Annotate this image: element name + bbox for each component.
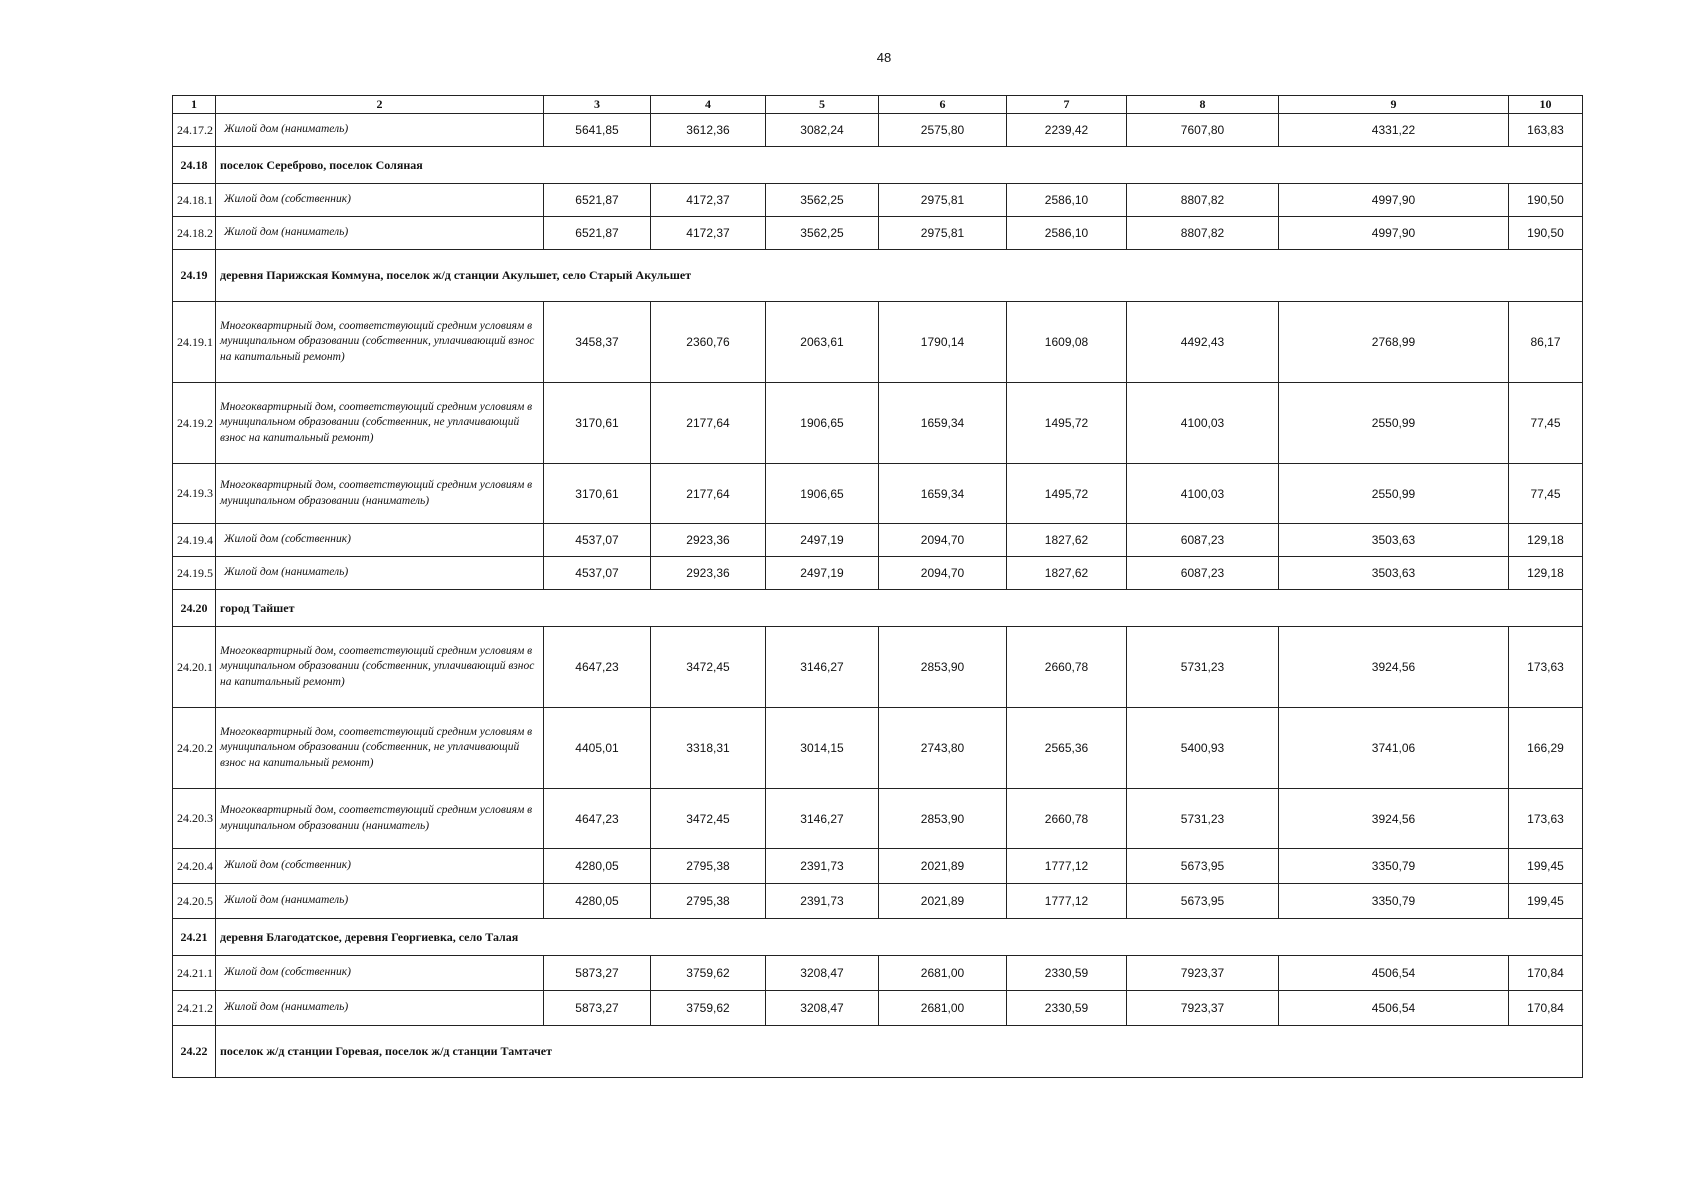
column-header: 9 <box>1279 96 1509 114</box>
value-cell: 1495,72 <box>1007 383 1127 464</box>
value-cell: 2094,70 <box>879 557 1007 590</box>
value-cell: 1659,34 <box>879 383 1007 464</box>
row-code: 24.18.2 <box>173 217 216 250</box>
row-code: 24.20.3 <box>173 789 216 849</box>
value-cell: 3759,62 <box>651 991 766 1026</box>
value-cell: 3014,15 <box>766 708 879 789</box>
value-cell: 5673,95 <box>1127 884 1279 919</box>
value-cell: 6521,87 <box>544 184 651 217</box>
value-cell: 4280,05 <box>544 884 651 919</box>
value-cell: 170,84 <box>1509 991 1583 1026</box>
value-cell: 7923,37 <box>1127 956 1279 991</box>
value-cell: 2094,70 <box>879 524 1007 557</box>
column-header: 6 <box>879 96 1007 114</box>
value-cell: 2550,99 <box>1279 464 1509 524</box>
value-cell: 4100,03 <box>1127 464 1279 524</box>
value-cell: 190,50 <box>1509 184 1583 217</box>
value-cell: 3208,47 <box>766 956 879 991</box>
row-description: Жилой дом (наниматель) <box>216 114 544 147</box>
value-cell: 1777,12 <box>1007 884 1127 919</box>
row-description: Жилой дом (собственник) <box>216 956 544 991</box>
value-cell: 4506,54 <box>1279 991 1509 1026</box>
value-cell: 7923,37 <box>1127 991 1279 1026</box>
value-cell: 5873,27 <box>544 956 651 991</box>
value-cell: 129,18 <box>1509 557 1583 590</box>
value-cell: 1906,65 <box>766 464 879 524</box>
value-cell: 166,29 <box>1509 708 1583 789</box>
value-cell: 77,45 <box>1509 383 1583 464</box>
value-cell: 4280,05 <box>544 849 651 884</box>
value-cell: 2681,00 <box>879 991 1007 1026</box>
row-description: Жилой дом (собственник) <box>216 184 544 217</box>
section-title: поселок Сереброво, поселок Соляная <box>216 147 1583 184</box>
row-code: 24.20.2 <box>173 708 216 789</box>
row-code: 24.20.4 <box>173 849 216 884</box>
section-row <box>173 1026 1583 1078</box>
value-cell: 2239,42 <box>1007 114 1127 147</box>
section-row <box>173 147 1583 184</box>
value-cell: 4405,01 <box>544 708 651 789</box>
value-cell: 2391,73 <box>766 849 879 884</box>
table-row <box>173 114 1583 147</box>
table-row <box>173 383 1583 464</box>
row-code: 24.19.3 <box>173 464 216 524</box>
value-cell: 2575,80 <box>879 114 1007 147</box>
value-cell: 6087,23 <box>1127 557 1279 590</box>
value-cell: 199,45 <box>1509 884 1583 919</box>
value-cell: 6521,87 <box>544 217 651 250</box>
table-row <box>173 991 1583 1026</box>
row-description: Многоквартирный дом, соответствующий средним условиям в муниципальном образовании (собственник, уплачивающий взнос на капитальный ремонт) <box>216 627 544 708</box>
table-row <box>173 557 1583 590</box>
value-cell: 3924,56 <box>1279 627 1509 708</box>
value-cell: 3208,47 <box>766 991 879 1026</box>
section-title: деревня Парижская Коммуна, поселок ж/д станции Акульшет, село Старый Акульшет <box>216 250 1583 302</box>
table-row <box>173 524 1583 557</box>
value-cell: 1790,14 <box>879 302 1007 383</box>
value-cell: 8807,82 <box>1127 217 1279 250</box>
row-code: 24.20.5 <box>173 884 216 919</box>
row-description: Жилой дом (наниматель) <box>216 991 544 1026</box>
section-code: 24.21 <box>173 919 216 956</box>
row-code: 24.21.2 <box>173 991 216 1026</box>
section-title: поселок ж/д станции Горевая, поселок ж/д станции Тамтачет <box>216 1026 1583 1078</box>
value-cell: 2853,90 <box>879 789 1007 849</box>
tariff-table <box>172 95 1583 1078</box>
row-description: Многоквартирный дом, соответствующий средним условиям в муниципальном образовании (собственник, уплачивающий взнос на капитальный ремонт) <box>216 302 544 383</box>
value-cell: 1659,34 <box>879 464 1007 524</box>
column-header: 2 <box>216 96 544 114</box>
value-cell: 5873,27 <box>544 991 651 1026</box>
value-cell: 4172,37 <box>651 217 766 250</box>
value-cell: 2330,59 <box>1007 991 1127 1026</box>
column-header: 3 <box>544 96 651 114</box>
value-cell: 2660,78 <box>1007 627 1127 708</box>
value-cell: 3170,61 <box>544 383 651 464</box>
table-row <box>173 627 1583 708</box>
column-header: 1 <box>173 96 216 114</box>
value-cell: 2360,76 <box>651 302 766 383</box>
column-header: 5 <box>766 96 879 114</box>
value-cell: 4997,90 <box>1279 184 1509 217</box>
value-cell: 3350,79 <box>1279 884 1509 919</box>
row-code: 24.19.1 <box>173 302 216 383</box>
value-cell: 5731,23 <box>1127 627 1279 708</box>
table-row <box>173 464 1583 524</box>
value-cell: 2743,80 <box>879 708 1007 789</box>
value-cell: 5673,95 <box>1127 849 1279 884</box>
value-cell: 3562,25 <box>766 217 879 250</box>
value-cell: 2330,59 <box>1007 956 1127 991</box>
row-description: Многоквартирный дом, соответствующий средним условиям в муниципальном образовании (наниматель) <box>216 789 544 849</box>
value-cell: 1609,08 <box>1007 302 1127 383</box>
value-cell: 1906,65 <box>766 383 879 464</box>
value-cell: 8807,82 <box>1127 184 1279 217</box>
section-row <box>173 919 1583 956</box>
value-cell: 6087,23 <box>1127 524 1279 557</box>
value-cell: 5641,85 <box>544 114 651 147</box>
value-cell: 4492,43 <box>1127 302 1279 383</box>
value-cell: 1495,72 <box>1007 464 1127 524</box>
value-cell: 4172,37 <box>651 184 766 217</box>
value-cell: 2021,89 <box>879 884 1007 919</box>
value-cell: 2177,64 <box>651 383 766 464</box>
value-cell: 5400,93 <box>1127 708 1279 789</box>
table-row <box>173 849 1583 884</box>
value-cell: 2975,81 <box>879 217 1007 250</box>
value-cell: 4647,23 <box>544 789 651 849</box>
value-cell: 2923,36 <box>651 557 766 590</box>
value-cell: 2681,00 <box>879 956 1007 991</box>
value-cell: 2795,38 <box>651 884 766 919</box>
value-cell: 1777,12 <box>1007 849 1127 884</box>
value-cell: 7607,80 <box>1127 114 1279 147</box>
section-title: город Тайшет <box>216 590 1583 627</box>
value-cell: 3472,45 <box>651 789 766 849</box>
value-cell: 2391,73 <box>766 884 879 919</box>
value-cell: 199,45 <box>1509 849 1583 884</box>
value-cell: 4647,23 <box>544 627 651 708</box>
row-description: Многоквартирный дом, соответствующий средним условиям в муниципальном образовании (наниматель) <box>216 464 544 524</box>
value-cell: 1827,62 <box>1007 524 1127 557</box>
value-cell: 3170,61 <box>544 464 651 524</box>
value-cell: 4537,07 <box>544 524 651 557</box>
column-header: 8 <box>1127 96 1279 114</box>
column-header: 4 <box>651 96 766 114</box>
value-cell: 2795,38 <box>651 849 766 884</box>
value-cell: 2021,89 <box>879 849 1007 884</box>
value-cell: 129,18 <box>1509 524 1583 557</box>
value-cell: 2768,99 <box>1279 302 1509 383</box>
page-number: 48 <box>876 50 892 65</box>
row-code: 24.18.1 <box>173 184 216 217</box>
value-cell: 3318,31 <box>651 708 766 789</box>
value-cell: 4100,03 <box>1127 383 1279 464</box>
row-description: Жилой дом (наниматель) <box>216 557 544 590</box>
value-cell: 4997,90 <box>1279 217 1509 250</box>
row-code: 24.17.2 <box>173 114 216 147</box>
section-title: деревня Благодатское, деревня Георгиевка, село Талая <box>216 919 1583 956</box>
row-code: 24.19.5 <box>173 557 216 590</box>
column-header: 10 <box>1509 96 1583 114</box>
value-cell: 3503,63 <box>1279 557 1509 590</box>
value-cell: 4331,22 <box>1279 114 1509 147</box>
table-row <box>173 956 1583 991</box>
value-cell: 2853,90 <box>879 627 1007 708</box>
table-row <box>173 302 1583 383</box>
value-cell: 3146,27 <box>766 789 879 849</box>
value-cell: 3759,62 <box>651 956 766 991</box>
value-cell: 3350,79 <box>1279 849 1509 884</box>
value-cell: 2565,36 <box>1007 708 1127 789</box>
section-code: 24.19 <box>173 250 216 302</box>
value-cell: 3146,27 <box>766 627 879 708</box>
column-header: 7 <box>1007 96 1127 114</box>
value-cell: 2660,78 <box>1007 789 1127 849</box>
row-description: Многоквартирный дом, соответствующий средним условиям в муниципальном образовании (собственник, не уплачивающий взнос на капитальный ремонт) <box>216 708 544 789</box>
value-cell: 2586,10 <box>1007 217 1127 250</box>
value-cell: 3503,63 <box>1279 524 1509 557</box>
value-cell: 77,45 <box>1509 464 1583 524</box>
value-cell: 173,63 <box>1509 789 1583 849</box>
row-description: Жилой дом (собственник) <box>216 849 544 884</box>
table-body <box>173 114 1583 1078</box>
row-description: Жилой дом (собственник) <box>216 524 544 557</box>
value-cell: 3924,56 <box>1279 789 1509 849</box>
value-cell: 2177,64 <box>651 464 766 524</box>
value-cell: 3472,45 <box>651 627 766 708</box>
value-cell: 190,50 <box>1509 217 1583 250</box>
value-cell: 2063,61 <box>766 302 879 383</box>
table-row <box>173 184 1583 217</box>
value-cell: 163,83 <box>1509 114 1583 147</box>
value-cell: 2975,81 <box>879 184 1007 217</box>
value-cell: 3612,36 <box>651 114 766 147</box>
table-row <box>173 217 1583 250</box>
value-cell: 173,63 <box>1509 627 1583 708</box>
row-description: Многоквартирный дом, соответствующий средним условиям в муниципальном образовании (собственник, не уплачивающий взнос на капитальный ремонт) <box>216 383 544 464</box>
section-code: 24.18 <box>173 147 216 184</box>
value-cell: 2923,36 <box>651 524 766 557</box>
section-code: 24.22 <box>173 1026 216 1078</box>
value-cell: 3741,06 <box>1279 708 1509 789</box>
row-description: Жилой дом (наниматель) <box>216 217 544 250</box>
value-cell: 3458,37 <box>544 302 651 383</box>
value-cell: 3082,24 <box>766 114 879 147</box>
row-code: 24.20.1 <box>173 627 216 708</box>
header-row <box>173 96 1583 114</box>
table-row <box>173 884 1583 919</box>
section-code: 24.20 <box>173 590 216 627</box>
row-description: Жилой дом (наниматель) <box>216 884 544 919</box>
section-row <box>173 250 1583 302</box>
section-row <box>173 590 1583 627</box>
value-cell: 5731,23 <box>1127 789 1279 849</box>
value-cell: 4506,54 <box>1279 956 1509 991</box>
row-code: 24.19.4 <box>173 524 216 557</box>
value-cell: 2497,19 <box>766 524 879 557</box>
row-code: 24.21.1 <box>173 956 216 991</box>
table-row <box>173 708 1583 789</box>
value-cell: 1827,62 <box>1007 557 1127 590</box>
table-row <box>173 789 1583 849</box>
row-code: 24.19.2 <box>173 383 216 464</box>
value-cell: 2550,99 <box>1279 383 1509 464</box>
value-cell: 2497,19 <box>766 557 879 590</box>
value-cell: 4537,07 <box>544 557 651 590</box>
value-cell: 86,17 <box>1509 302 1583 383</box>
value-cell: 170,84 <box>1509 956 1583 991</box>
value-cell: 3562,25 <box>766 184 879 217</box>
value-cell: 2586,10 <box>1007 184 1127 217</box>
